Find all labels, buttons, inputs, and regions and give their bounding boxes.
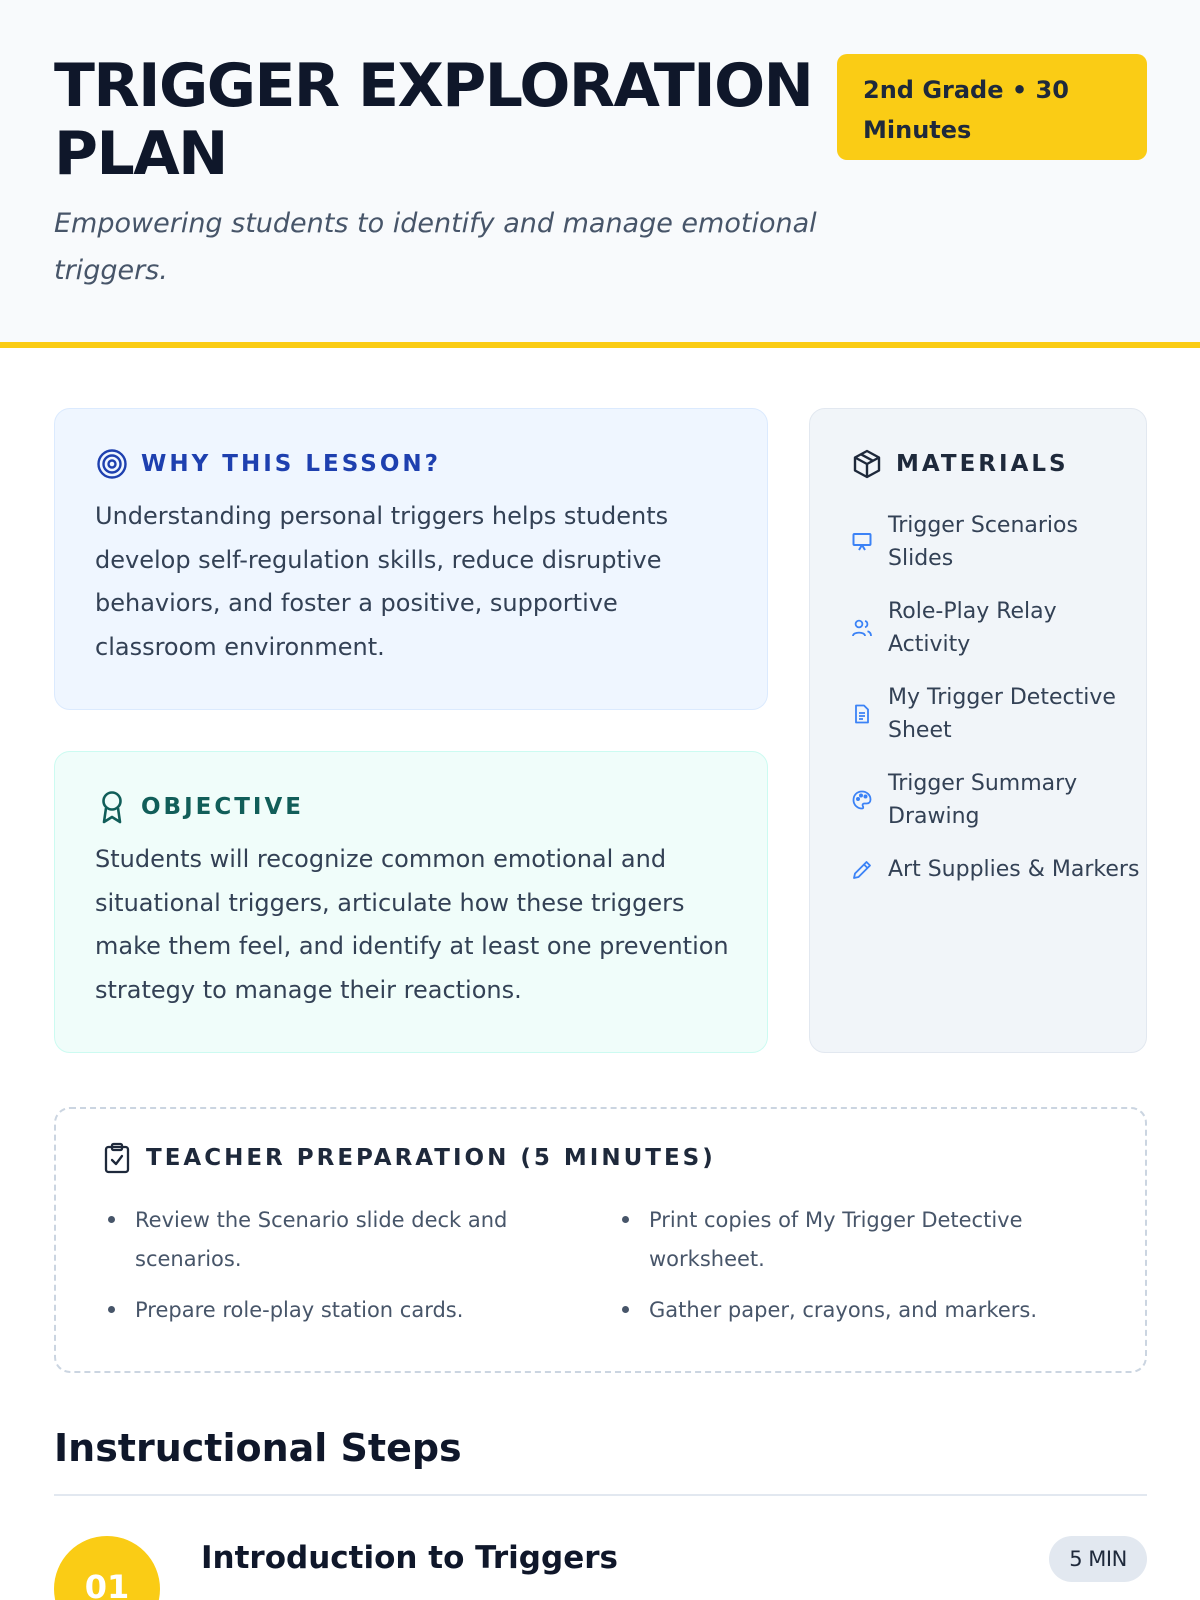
objective-card bbox=[54, 751, 768, 1053]
material-label: Art Supplies & Markers bbox=[888, 857, 1140, 882]
why-heading bbox=[95, 447, 441, 481]
prep-item bbox=[100, 1201, 614, 1279]
objective-heading bbox=[95, 790, 304, 824]
grade-duration-badge: 2nd Grade • 30 Minutes bbox=[837, 54, 1147, 160]
material-label: My Trigger Detective Sheet bbox=[888, 685, 1116, 743]
bullet-icon bbox=[622, 1216, 629, 1223]
pencil-icon bbox=[850, 858, 874, 882]
bullet-icon bbox=[108, 1306, 115, 1313]
target-icon bbox=[95, 447, 129, 481]
prep-item-text: Gather paper, crayons, and markers. bbox=[649, 1298, 1037, 1322]
bullet-icon bbox=[108, 1216, 115, 1223]
material-item bbox=[850, 853, 1140, 886]
users-icon bbox=[850, 616, 874, 640]
prep-item bbox=[100, 1291, 614, 1330]
materials-card bbox=[809, 408, 1147, 1053]
clipboard-check-icon bbox=[100, 1141, 134, 1175]
page-subtitle: Empowering students to identify and manage emotional triggers. bbox=[54, 208, 817, 286]
document-icon bbox=[850, 702, 874, 726]
prep-list bbox=[100, 1201, 1100, 1342]
steps-section-title: Instructional Steps bbox=[54, 1426, 462, 1470]
step-title: Introduction to Triggers bbox=[201, 1540, 618, 1576]
palette-icon bbox=[850, 788, 874, 812]
prep-item bbox=[614, 1201, 1094, 1279]
materials-list bbox=[850, 509, 1140, 906]
divider bbox=[54, 1494, 1147, 1496]
material-item bbox=[850, 509, 1140, 575]
prep-heading bbox=[100, 1141, 716, 1175]
prep-item-text: Review the Scenario slide deck and scenarios. bbox=[135, 1208, 508, 1271]
material-item bbox=[850, 681, 1140, 747]
presentation-icon bbox=[850, 530, 874, 554]
prep-item-text: Prepare role-play station cards. bbox=[135, 1298, 464, 1322]
step-number-badge: 01 bbox=[54, 1536, 160, 1600]
prep-label: TEACHER PREPARATION (5 MINUTES) bbox=[146, 1145, 716, 1171]
materials-label: MATERIALS bbox=[896, 451, 1069, 477]
material-label: Trigger Scenarios Slides bbox=[888, 513, 1078, 571]
award-icon bbox=[95, 790, 129, 824]
material-item bbox=[850, 767, 1140, 833]
box-icon bbox=[850, 447, 884, 481]
material-item bbox=[850, 595, 1140, 661]
header bbox=[0, 0, 1200, 348]
why-label: WHY THIS LESSON? bbox=[141, 451, 441, 477]
objective-label: OBJECTIVE bbox=[141, 794, 304, 820]
why-body: Understanding personal triggers helps students develop self-regulation skills, reduce disruptive behaviors, and foster a positive, supportive classroom environment. bbox=[95, 502, 669, 661]
page-title: TRIGGER EXPLORATION PLAN bbox=[54, 51, 813, 189]
prep-item bbox=[614, 1291, 1094, 1330]
prep-item-text: Print copies of My Trigger Detective worksheet. bbox=[649, 1208, 1023, 1271]
why-this-lesson-card bbox=[54, 408, 768, 710]
bullet-icon bbox=[622, 1306, 629, 1313]
step-duration-badge: 5 MIN bbox=[1049, 1536, 1147, 1582]
material-label: Role-Play Relay Activity bbox=[888, 599, 1057, 657]
materials-heading bbox=[850, 447, 1069, 481]
teacher-preparation-card bbox=[54, 1107, 1147, 1373]
material-label: Trigger Summary Drawing bbox=[888, 771, 1078, 829]
objective-body: Students will recognize common emotional and situational triggers, articulate how these triggers make them feel, and identify at least one prevention strategy to manage their reactions. bbox=[95, 845, 729, 1004]
